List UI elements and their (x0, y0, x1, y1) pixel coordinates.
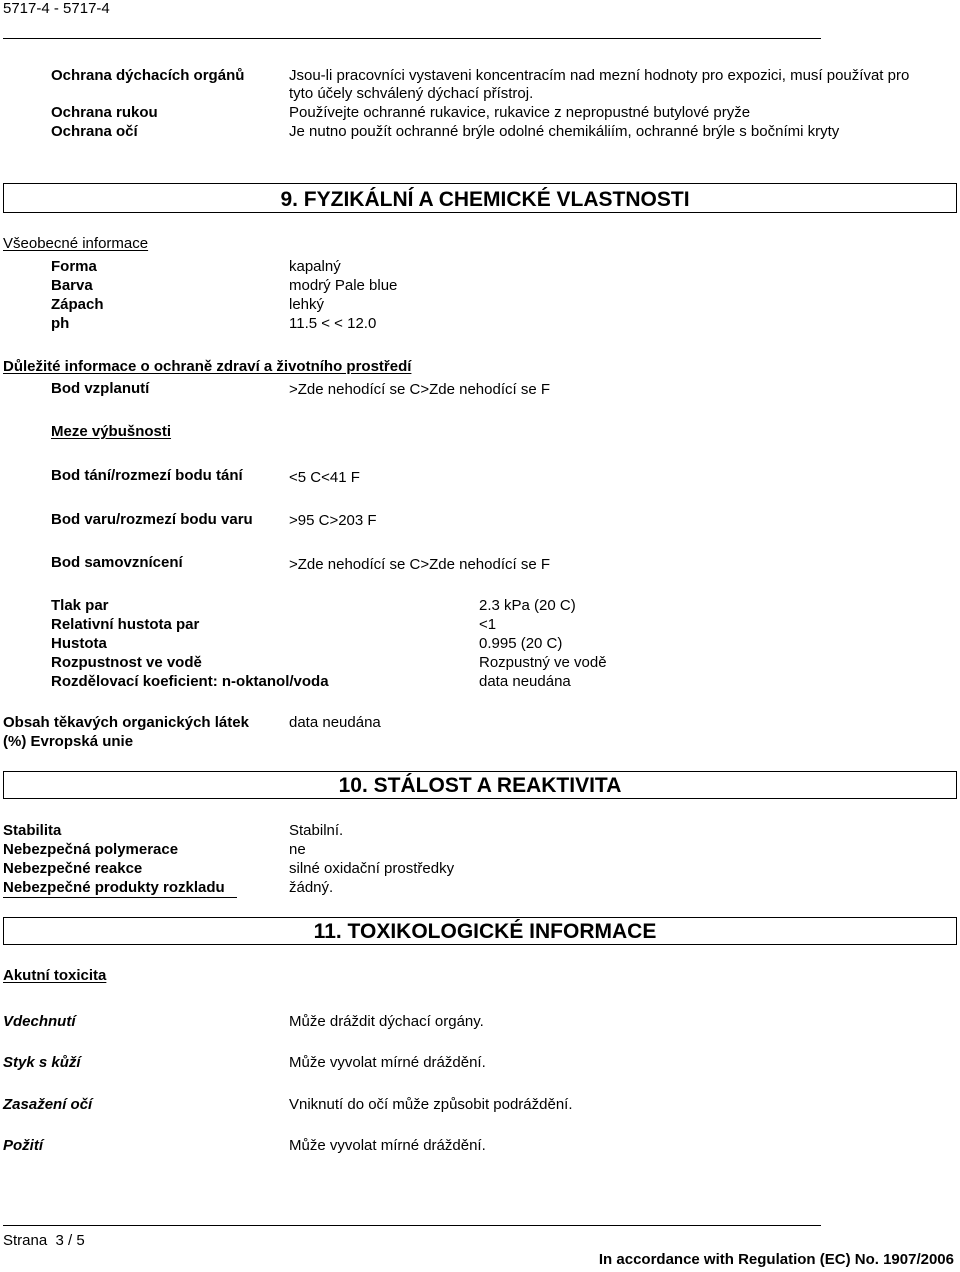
regulation-note: In accordance with Regulation (EC) No. 1907/2006 (598, 1251, 954, 1268)
melting-point-label: Bod tání/rozmezí bodu tání (51, 467, 243, 484)
explosion-limits-heading: Meze výbušnosti (51, 423, 172, 440)
flash-point-value: >Zde nehodící se C>Zde nehodící se F (289, 381, 550, 398)
ingestion-value: Může vyvolat mírné dráždění. (289, 1137, 486, 1154)
form-label: Forma (51, 258, 97, 275)
respiratory-protection-text-1: Jsou-li pracovníci vystaveni koncentracím nad mezní hodnoty pro expozici, musí používat pro (289, 67, 910, 84)
density-label: Hustota (51, 635, 107, 652)
water-solubility-label: Rozpustnost ve vodě (51, 654, 202, 671)
ingestion-label: Požití (3, 1137, 43, 1154)
inhalation-label: Vdechnutí (3, 1013, 76, 1030)
section-9-title: 9. FYZIKÁLNÍ A CHEMICKÉ VLASTNOSTI (280, 188, 690, 211)
hazardous-reactions-value: silné oxidační prostředky (289, 860, 455, 877)
respiratory-protection-text-2: tyto účely schválený dýchací přístroj. (289, 85, 534, 102)
important-info-heading: Důležité informace o ochraně zdraví a životního prostředí (3, 358, 412, 375)
vapor-density-label: Relativní hustota par (51, 616, 200, 633)
polymerization-label: Nebezpečná polymerace (3, 841, 179, 858)
document-id: 5717-4 - 5717-4 (3, 0, 110, 17)
section-11-title-box (3, 917, 957, 945)
color-value: modrý Pale blue (289, 277, 398, 294)
section-11-title: 11. TOXIKOLOGICKÉ INFORMACE (313, 920, 657, 943)
autoignition-label: Bod samovznícení (51, 554, 183, 571)
hazardous-reactions-label: Nebezpečné reakce (3, 860, 143, 877)
page-number: Strana 3 / 5 (3, 1232, 85, 1249)
section-10-title-box (3, 771, 957, 799)
partition-coefficient-label: Rozdělovací koeficient: n-oktanol/voda (51, 673, 329, 690)
skin-contact-value: Může vyvolat mírné dráždění. (289, 1054, 486, 1071)
autoignition-value: >Zde nehodící se C>Zde nehodící se F (289, 556, 550, 573)
water-solubility-value: Rozpustný ve vodě (479, 654, 607, 671)
ph-label: ph (51, 315, 70, 332)
decomposition-products-value: žádný. (289, 879, 334, 896)
form-value: kapalný (289, 258, 341, 275)
section-10-labels-underline (3, 897, 237, 898)
density-value: 0.995 (20 C) (479, 635, 563, 652)
inhalation-value: Může dráždit dýchací orgány. (289, 1013, 484, 1030)
hand-protection-text: Používejte ochranné rukavice, rukavice z nepropustné butylové pryže (289, 104, 751, 121)
odor-label: Zápach (51, 296, 104, 313)
stability-value: Stabilní. (289, 822, 344, 839)
eye-protection-label: Ochrana očí (51, 123, 138, 140)
general-info-heading: Všeobecné informace (3, 235, 149, 252)
hand-protection-label: Ochrana rukou (51, 104, 158, 121)
eye-protection-text: Je nutno použít ochranné brýle odolné chemikáliím, ochranné brýle s bočními kryty (289, 123, 840, 140)
skin-contact-label: Styk s kůží (3, 1054, 81, 1071)
eye-contact-label: Zasažení očí (3, 1096, 93, 1113)
melting-point-value: <5 C<41 F (289, 469, 360, 486)
partition-coefficient-value: data neudána (479, 673, 571, 690)
respiratory-protection-label: Ochrana dýchacích orgánů (51, 67, 245, 84)
voc-value: data neudána (289, 714, 381, 731)
odor-value: lehký (289, 296, 325, 313)
voc-label-line-1: Obsah těkavých organických látek (3, 714, 249, 731)
header-divider (3, 38, 821, 39)
color-label: Barva (51, 277, 93, 294)
decomposition-products-label: Nebezpečné produkty rozkladu (3, 879, 225, 896)
vapor-density-value: <1 (479, 616, 497, 633)
vapor-pressure-label: Tlak par (51, 597, 109, 614)
section-9-title-box (3, 183, 957, 213)
vapor-pressure-value: 2.3 kPa (20 C) (479, 597, 576, 614)
boiling-point-label: Bod varu/rozmezí bodu varu (51, 511, 253, 528)
footer-divider (3, 1225, 821, 1226)
acute-toxicity-heading: Akutní toxicita (3, 967, 107, 984)
polymerization-value: ne (289, 841, 306, 858)
boiling-point-value: >95 C>203 F (289, 512, 377, 529)
ph-value: 11.5 < < 12.0 (289, 315, 377, 332)
eye-contact-value: Vniknutí do očí může způsobit podráždění. (289, 1096, 573, 1113)
section-10-title: 10. STÁLOST A REAKTIVITA (338, 774, 622, 797)
flash-point-label: Bod vzplanutí (51, 380, 150, 397)
stability-label: Stabilita (3, 822, 62, 839)
voc-label-line-2: (%) Evropská unie (3, 733, 134, 750)
